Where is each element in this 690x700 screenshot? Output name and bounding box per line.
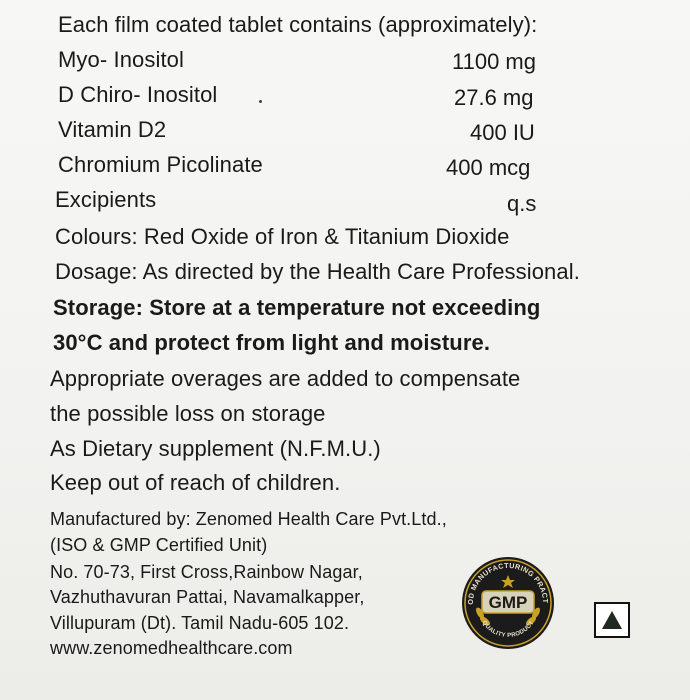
ingredient-name: Chromium Picolinate	[58, 152, 263, 177]
ingredient-amount: q.s	[507, 191, 537, 216]
triangle-in-square-icon	[594, 602, 630, 638]
ingredient-amount: 27.6 mg	[454, 85, 534, 110]
website-line: www.zenomedhealthcare.com	[50, 638, 293, 658]
manufacturer-line: Vazhuthavuran Pattai, Navamalkapper,	[50, 587, 365, 607]
ingredient-name: Vitamin D2	[58, 117, 167, 142]
composition-intro: Each film coated tablet contains (approximately):	[58, 12, 538, 37]
overages-line-1: Appropriate overages are added to compensate	[50, 366, 521, 391]
manufacturer-line: (ISO & GMP Certified Unit)	[50, 535, 268, 555]
print-speck	[259, 100, 262, 103]
manufacturer-line: Manufactured by: Zenomed Health Care Pvt.Ltd.,	[50, 509, 447, 529]
seal-ring-text: OD MANUFACTURING PRACT	[465, 560, 551, 605]
ingredient-name: Excipients	[55, 187, 157, 212]
colours-line: Colours: Red Oxide of Iron & Titanium Dioxide	[55, 224, 510, 249]
overages-line-2: the possible loss on storage	[50, 401, 326, 426]
storage-line-2: 30°C and protect from light and moisture.	[53, 330, 491, 355]
ingredient-amount: 400 IU	[470, 120, 535, 145]
dosage-line: Dosage: As directed by the Health Care Professional.	[55, 259, 580, 284]
manufacturer-line: No. 70-73, First Cross,Rainbow Nagar,	[50, 562, 363, 582]
supplement-line: As Dietary supplement (N.F.M.U.)	[50, 436, 381, 461]
ingredient-name: D Chiro- Inositol	[58, 82, 218, 107]
ingredient-amount: 400 mcg	[446, 155, 531, 180]
manufacturer-line: Villupuram (Dt). Tamil Nadu-605 102.	[50, 613, 350, 633]
ingredient-amount: 1100 mg	[452, 49, 536, 74]
seal-center-text: GMP	[488, 593, 528, 612]
gmp-seal-icon	[460, 555, 556, 651]
keep-out-line: Keep out of reach of children.	[50, 470, 341, 495]
seal-bottom-text: QUALITY PRODUCT	[480, 619, 536, 640]
ingredient-name: Myo- Inositol	[58, 47, 185, 72]
storage-line-1: Storage: Store at a temperature not exceeding	[53, 295, 541, 320]
